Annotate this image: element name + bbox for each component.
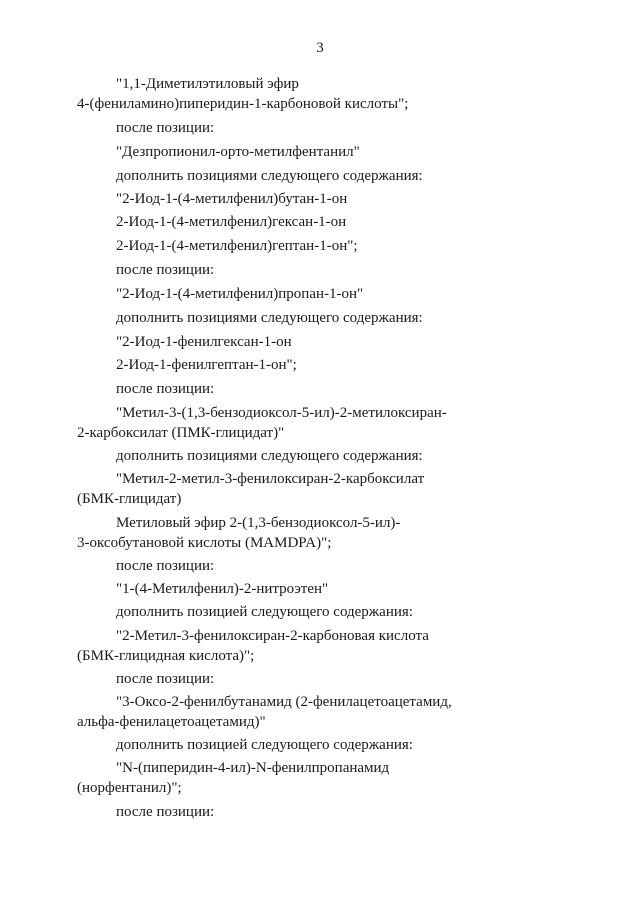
text-line: 3-оксобутановой кислоты (MAMDPA)"; [77, 535, 332, 551]
text-line: дополнить позицией следующего содержания: [116, 737, 413, 753]
text-line: 2-Иод-1-фенилгептан-1-он"; [116, 357, 297, 373]
text-line: 2-Иод-1-(4-метилфенил)гептан-1-он"; [116, 238, 358, 254]
text-line: "Дезпропионил-орто-метилфентанил" [116, 144, 360, 160]
text-line: "Метил-3-(1,3-бензодиоксол-5-ил)-2-метилоксиран- [116, 405, 447, 421]
text-line: после позиции: [116, 804, 215, 820]
text-line: Метиловый эфир 2-(1,3-бензодиоксол-5-ил)- [116, 515, 401, 531]
text-line: "1,1-Диметилэтиловый эфир [116, 76, 299, 92]
text-line: "Метил-2-метил-3-фенилоксиран-2-карбоксилат [116, 471, 425, 487]
text-line: после позиции: [116, 671, 215, 687]
text-line: после позиции: [116, 262, 215, 278]
text-line: дополнить позициями следующего содержания: [116, 448, 423, 464]
text-line: 4-(фениламино)пиперидин-1-карбоновой кислоты"; [77, 96, 409, 112]
text-line: альфа-фенилацетоацетамид)" [77, 714, 266, 730]
text-line: 2-Иод-1-(4-метилфенил)гексан-1-он [116, 214, 347, 230]
text-line: (норфентанил)"; [77, 780, 182, 796]
text-line: "3-Оксо-2-фенилбутанамид (2-фенилацетоацетамид, [116, 694, 452, 710]
text-line: "N-(пиперидин-4-ил)-N-фенилпропанамид [116, 760, 390, 776]
text-line: "2-Иод-1-(4-метилфенил)бутан-1-он [116, 191, 348, 207]
text-line: "2-Иод-1-(4-метилфенил)пропан-1-он" [116, 286, 364, 302]
text-line: (БМК-глицидат) [77, 491, 182, 507]
text-line: дополнить позицией следующего содержания: [116, 604, 413, 620]
text-line: "2-Иод-1-фенилгексан-1-он [116, 334, 292, 350]
text-line: "2-Метил-3-фенилоксиран-2-карбоновая кислота [116, 628, 429, 644]
text-line: "1-(4-Метилфенил)-2-нитроэтен" [116, 581, 329, 597]
text-line: после позиции: [116, 120, 215, 136]
text-line: после позиции: [116, 381, 215, 397]
page-number: 3 [316, 40, 324, 56]
text-line: дополнить позициями следующего содержания: [116, 168, 423, 184]
text-line: 2-карбоксилат (ПМК-глицидат)" [77, 425, 285, 441]
text-line: (БМК-глицидная кислота)"; [77, 648, 255, 664]
text-line: после позиции: [116, 558, 215, 574]
text-line: дополнить позициями следующего содержания: [116, 310, 423, 326]
